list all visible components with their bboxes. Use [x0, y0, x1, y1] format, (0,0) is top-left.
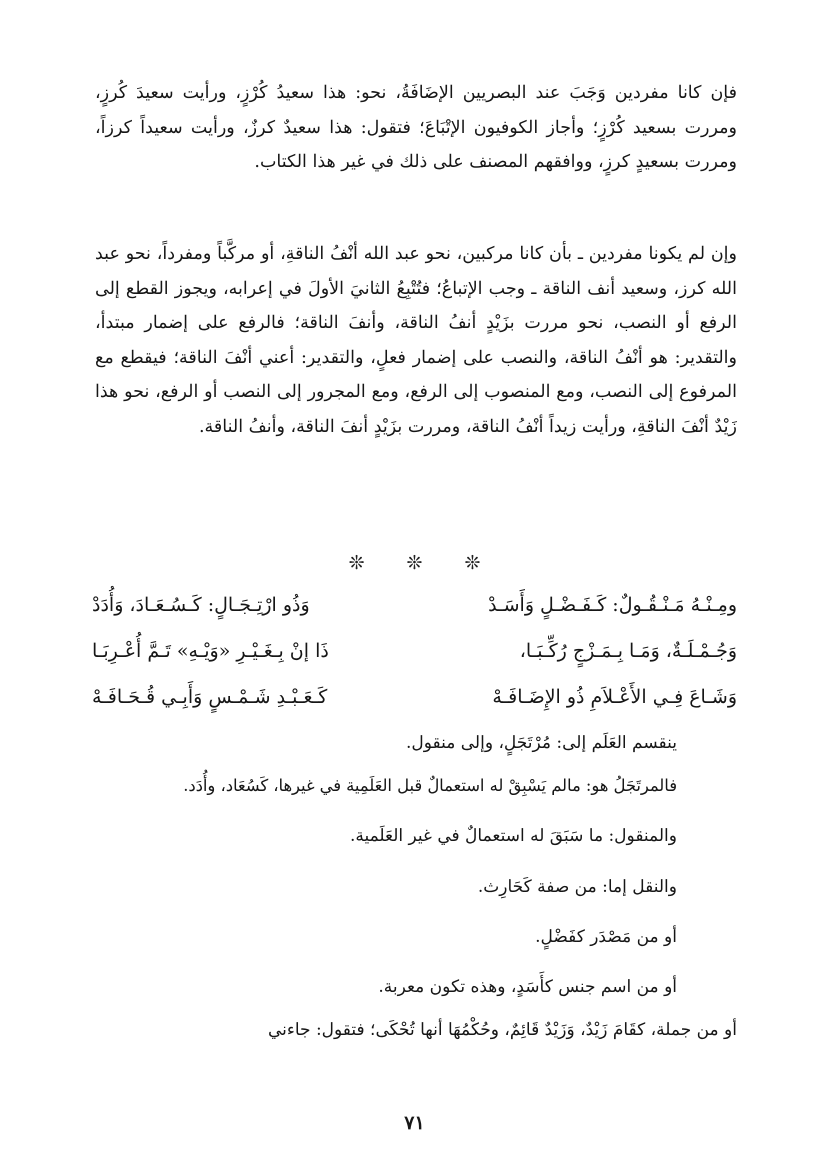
- commentary-line: أو من اسم جنس كأَسَدٍ، وهذه تكون معربة.: [378, 977, 677, 997]
- commentary-line: أو من جملة، كقَامَ زَيْدٌ، وَزَيْدٌ قَائِمٌ، وحُكْمُهَا أنها تُحْكَى؛ فتقول: جاءني: [267, 1020, 737, 1040]
- verse-line: [92, 594, 737, 630]
- paragraph-mufrad: فإن كانا مفردين وَجَبَ عند البصريين الإضَافَةُ، نحو: هذا سعيدُ كُرْزٍ، ورأيت سعيدَ كُرزٍ، ومررت بسعيد كُرْزٍ؛ وأجاز الكوفيون الإتْبَاعَ؛ فتقول: هذا سعيدٌ كرزٌ، ورأيت سعيداً كرزاً، ومررت بسعيدٍ كرزٍ، ووافقهم المصنف على ذلك في غير هذا الكتاب.: [95, 83, 737, 172]
- verse-second-hemistich: كَـعَـبْـدِ شَـمْـسٍ وَأَبِـي قُـحَـافَـهْ: [92, 686, 328, 708]
- commentary-line: والمنقول: ما سَبَقَ له استعمالٌ في غير العَلَمية.: [349, 826, 677, 846]
- section-separator: [0, 552, 829, 574]
- page-number: ٧١: [404, 1112, 425, 1134]
- commentary-line: والنقل إما: من صفة كَحَارِث.: [477, 877, 677, 897]
- separator-star: ❊: [464, 552, 481, 574]
- commentary-line: أو من مَصْدَر كفَضْلٍ.: [535, 927, 677, 947]
- paragraph-murakkab: وإن لم يكونا مفردين ـ بأن كانا مركبين، نحو عبد الله أنْفُ الناقةِ، أو مركَّباً ومفرداً، نحو عبد الله كرز، وسعيد أنف الناقة ـ وجب الإتباعُ؛ فتُتْبِعُ الثانيَ الأولَ في إعرابه، ويجوز القطع إلى الرفع أو النصب، نحو مررت بزَيْدٍ أنفُ الناقة، وأنفَ الناقة؛ فالرفع على إضمار مبتدأ، والتقدير: هو أنْفُ الناقة، والنصب على إضمار فعلٍ، والتقدير: أعني أنْفَ الناقة؛ فيقطع مع المرفوع إلى النصب، ومع المنصوب إلى الرفع، ومع المجرور إلى النصب أو الرفع، نحو هذا زَيْدٌ أنْفَ الناقةِ، ورأيت زيداً أنْفُ الناقة، ومررت بزَيْدٍ أنفَ الناقة، وأنفُ الناقة.: [95, 244, 737, 437]
- commentary-line: ينقسم العَلَم إلى: مُرْتَجَلٍ، وإلى منقول.: [405, 733, 677, 753]
- verse-first-hemistich: ومِـنْـهُ مَـنْـقُـولٌ: كَـفَـضْـلٍ وَأَسَـدْ: [488, 594, 737, 616]
- separator-star: ❊: [348, 552, 365, 574]
- verse-second-hemistich: وَذُو ارْتِـجَـالٍ: كَـسُـعَـادَ، وَأُدَدْ: [92, 594, 310, 616]
- verse-first-hemistich: وَجُـمْـلَـةٌ، وَمَـا بِـمَـزْجٍ رُكِّـبَـا،: [519, 640, 737, 662]
- verse-first-hemistich: وَشَـاعَ فِـي الأَعْـلاَمِ ذُو الإِضَـافَـهْ: [492, 686, 737, 708]
- verse-line: [92, 640, 737, 676]
- verse-line: [92, 686, 737, 722]
- commentary-line: فالمرتَجَلُ هو: مالم يَسْبِقْ له استعمالٌ قبل العَلَمِية في غيرها، كَسُعَاد، وأُدَد.: [183, 776, 677, 795]
- separator-star: ❊: [406, 552, 423, 574]
- verse-second-hemistich: ذَا إنْ بِـغَـيْـرِ «وَيْـهِ» تَـمَّ أُعْـرِبَـا: [92, 640, 329, 662]
